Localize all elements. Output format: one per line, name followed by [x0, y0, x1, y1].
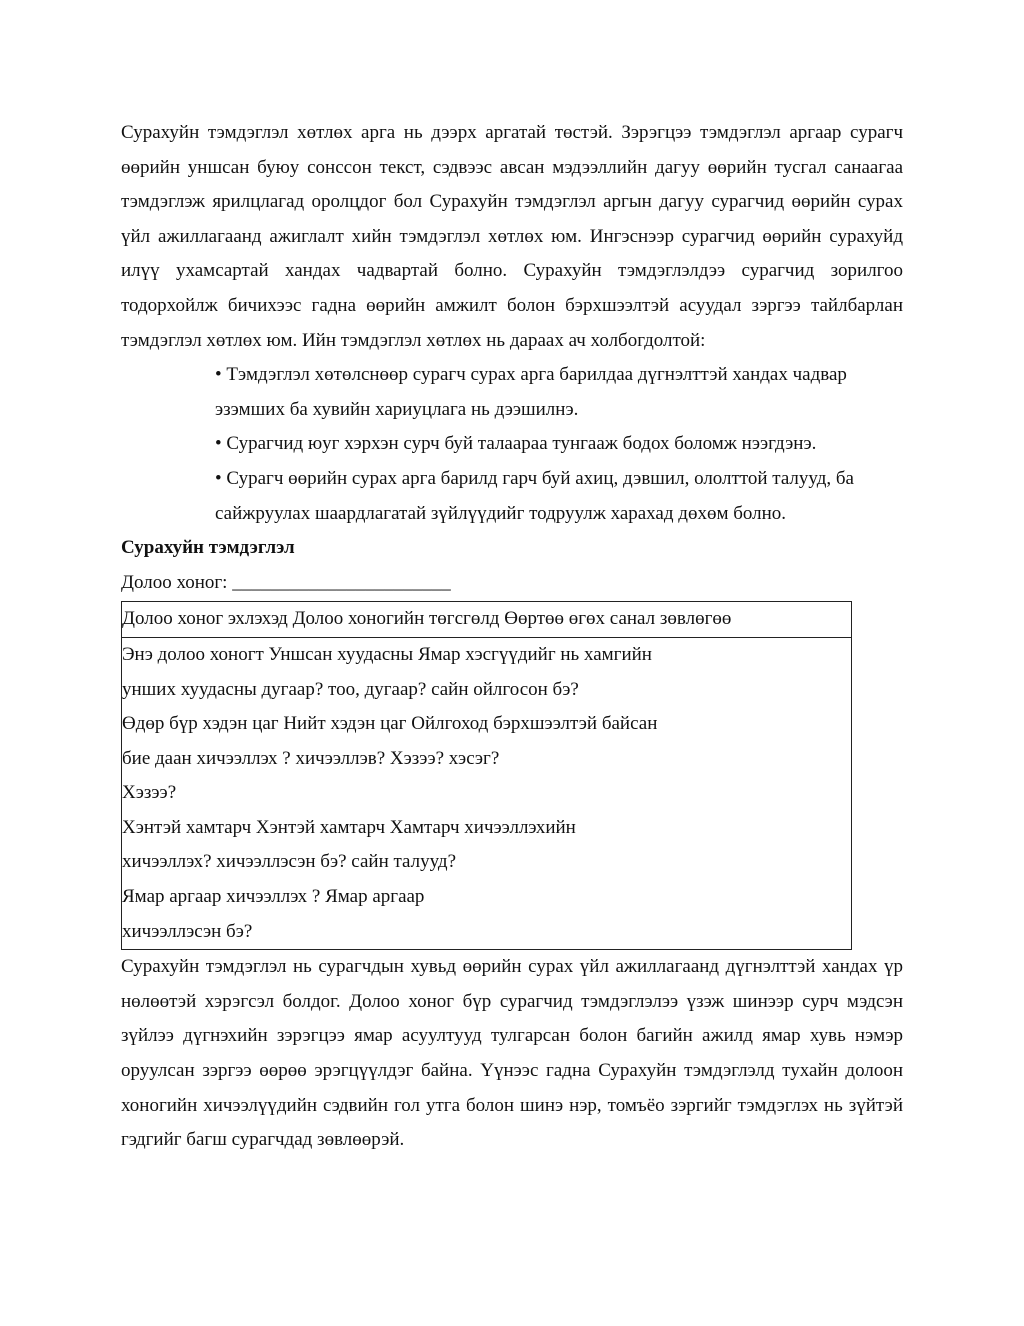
- table-row: хичээллэсэн бэ?: [122, 920, 253, 942]
- table-header-text: Долоо хоног эхлэхэд Долоо хоногийн төгсгөлд Өөртөө өгөх санал зөвлөгөө: [122, 608, 732, 630]
- section-heading: Сурахуйн тэмдэглэл: [121, 537, 295, 559]
- table-row: хичээллэх? хичээллэсэн бэ? сайн талууд?: [122, 851, 457, 873]
- table-header: [122, 602, 851, 638]
- table-row: Энэ долоо хоногт Уншсан хуудасны Ямар хэсгүүдийг нь хамгийн: [122, 643, 652, 665]
- bullet-item: • Сурагч өөрийн сурах арга барилд гарч буй ахиц, дэвшил, ололттой талууд, ба сайжруулах шаардлагатай зүйлүүдийг тодруулж харахад дөхөм болно.: [215, 467, 854, 524]
- table-row: унших хуудасны дугаар? тоо, дугаар? сайн ойлгосон бэ?: [122, 678, 579, 700]
- table-body: [122, 638, 851, 949]
- intro-paragraph: Сурахуйн тэмдэглэл хөтлөх арга нь дээрх аргатай төстэй. Зэрэгцээ тэмдэглэл аргаар сурагч өөрийн уншсан буюу сонссон текст, сэдвээс авсан мэдээллийн дагуу өөрийн тусгал санаагаа тэмдэглэж ярилцлагад оролцдог бол Сурахуйн тэмдэглэл аргын дагуу сурагчид өөрийн сурах үйл ажиллагаанд ажиглалт хийн тэмдэглэл хөтлөх юм. Ингэснээр сурагчид өөрийн сурахуйд илүү ухамсартай хандах чадвартай болно. Сурахуйн тэмдэглэлдээ сурагчид зорилгоо тодорхойлж бичихээс гадна өөрийн амжилт болон бэрхшээлтэй асуудал зэргээ тайлбарлан тэмдэглэл хөтлөх юм. Ийн тэмдэглэл хөтлөх нь дараах ач холбогдолтой:: [121, 122, 903, 351]
- journal-table: [121, 601, 852, 950]
- table-row: Хэзээ?: [122, 782, 177, 804]
- document-page: [121, 116, 903, 1158]
- closing-paragraph: Сурахуйн тэмдэглэл нь сурагчдын хувьд өөрийн сурах үйл ажиллагаанд дүгнэлттэй хандах үр нөлөөтэй хэрэгсэл болдог. Долоо хоног бүр сурагчид тэмдэглэлээ үзэж шинээр сурч мэдсэн зүйлээ дүгнэхийн зэрэгцээ ямар асуултууд тулгарсан болон багийн ажилд ямар хувь нэмэр оруулсан зэргээ өөрөө эрэгцүүлдэг байна. Үүнээс гадна Сурахуйн тэмдэглэлд тухайн долоон хоногийн хичээлүүдийн сэдвийн гол утга болон шинэ нэр, томъёо зэргийг тэмдэглэх нь зүйтэй гэдгийг багш сурагчдад зөвлөөрэй.: [121, 956, 903, 1151]
- week-field: Долоо хоног: _______________________: [121, 571, 451, 593]
- bullet-item: • Тэмдэглэл хөтөлснөөр сурагч сурах арга барилдаа дүгнэлттэй хандах чадвар эзэмших ба хувийн хариуцлага нь дээшилнэ.: [215, 364, 847, 420]
- bullet-item: • Сурагчид юуг хэрхэн сурч буй талаараа тунгааж бодох боломж нээгдэнэ.: [215, 433, 817, 455]
- table-row: Ямар аргаар хичээллэх ? Ямар аргаар: [122, 886, 425, 908]
- bullet-list: [121, 358, 903, 531]
- table-row: Өдөр бүр хэдэн цаг Нийт хэдэн цаг Ойлгоход бэрхшээлтэй байсан: [122, 713, 658, 735]
- table-row: бие даан хичээллэх ? хичээллэв? Хэзээ? хэсэг?: [122, 747, 500, 769]
- table-row: Хэнтэй хамтарч Хэнтэй хамтарч Хамтарч хичээллэхийн: [122, 816, 576, 838]
